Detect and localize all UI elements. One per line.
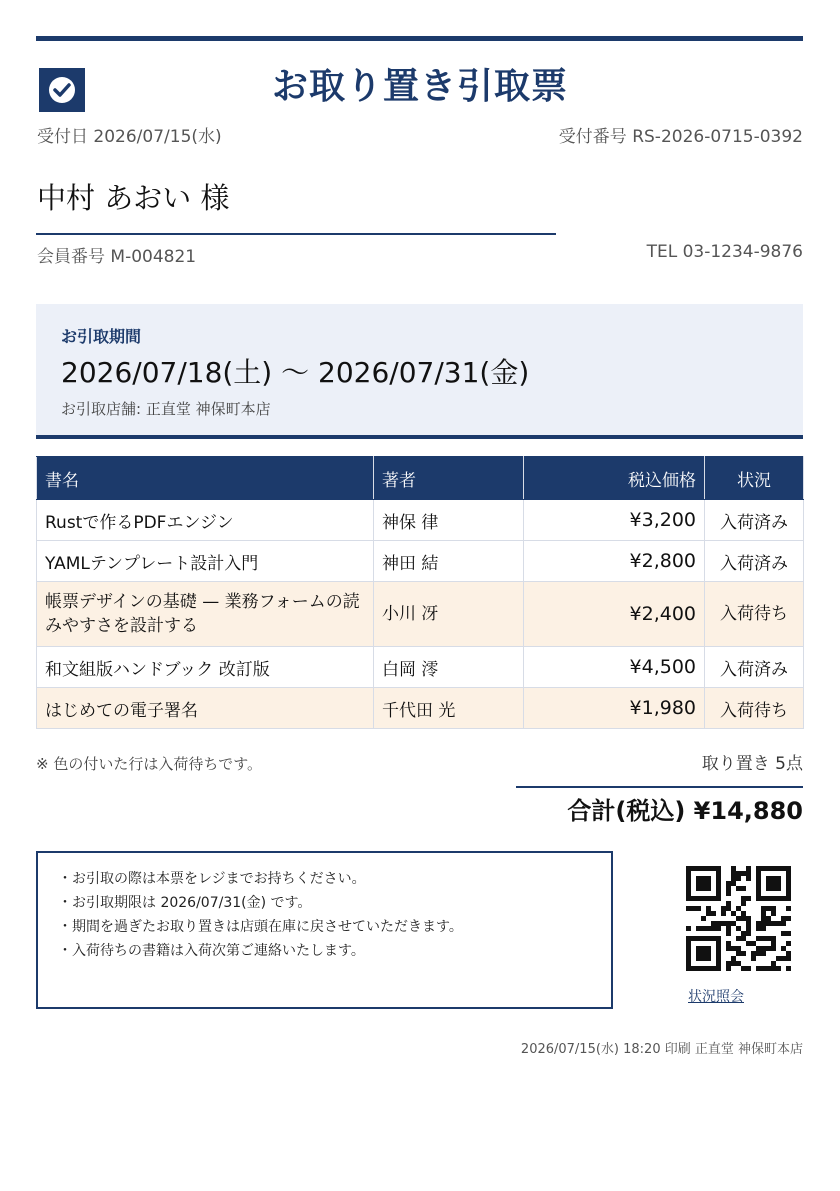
book-status: 入荷待ち xyxy=(705,688,804,729)
book-status: 入荷待ち xyxy=(705,582,804,647)
col-author: 著者 xyxy=(374,457,524,500)
receipt-number: 受付番号 RS-2026-0715-0392 xyxy=(558,127,803,147)
book-title: YAMLテンプレート設計入門 xyxy=(37,541,374,582)
page-title: お取り置き引取票 xyxy=(271,66,568,107)
col-title: 書名 xyxy=(37,457,374,500)
book-price: ¥2,400 xyxy=(524,582,705,647)
book-price: ¥2,800 xyxy=(524,541,705,582)
total-rule xyxy=(516,786,803,788)
table-row xyxy=(37,647,804,688)
book-author: 神田 結 xyxy=(374,541,524,582)
book-price: ¥4,500 xyxy=(524,647,705,688)
member-number: 会員番号 M-004821 xyxy=(37,247,197,267)
total-amount: 合計(税込) ¥14,880 xyxy=(567,797,803,825)
status-inquiry-link[interactable]: 状況照会 xyxy=(688,989,744,1005)
book-title: Rustで作るPDFエンジン xyxy=(37,500,374,541)
table-row xyxy=(37,688,804,729)
table-row xyxy=(37,582,804,647)
book-status: 入荷済み xyxy=(705,541,804,582)
customer-underline xyxy=(36,233,556,235)
book-author: 千代田 光 xyxy=(374,688,524,729)
notice-line: ・期間を過ぎたお取り置きは店頭在庫に戻させていただきます。 xyxy=(58,919,463,935)
top-rule xyxy=(36,36,803,41)
col-status: 状況 xyxy=(705,457,804,500)
book-author: 白岡 澪 xyxy=(374,647,524,688)
notice-box xyxy=(36,851,613,1009)
notice-line: ・入荷待ちの書籍は入荷次第ご連絡いたします。 xyxy=(58,943,365,959)
book-status: 入荷済み xyxy=(705,500,804,541)
book-title: 帳票デザインの基礎 — 業務フォームの読みやすさを設計する xyxy=(37,582,374,647)
table-row xyxy=(37,541,804,582)
table-header-row xyxy=(37,457,804,500)
book-author: 小川 冴 xyxy=(374,582,524,647)
pickup-period-panel xyxy=(36,304,803,439)
col-price: 税込価格 xyxy=(524,457,705,500)
book-price: ¥3,200 xyxy=(524,500,705,541)
receipt-date: 受付日 2026/07/15(水) xyxy=(37,127,222,147)
table-row xyxy=(37,500,804,541)
book-title: はじめての電子署名 xyxy=(37,688,374,729)
pickup-period-label: お引取期間 xyxy=(61,327,142,346)
pending-note: ※ 色の付いた行は入荷待ちです。 xyxy=(36,755,262,773)
qr-code-icon xyxy=(686,866,791,971)
notice-line: ・お引取期限は 2026/07/31(金) です。 xyxy=(58,895,312,911)
book-price: ¥1,980 xyxy=(524,688,705,729)
print-footer: 2026/07/15(水) 18:20 印刷 正直堂 神保町本店 xyxy=(520,1042,803,1057)
customer-tel: TEL 03-1234-9876 xyxy=(646,242,803,262)
book-status: 入荷済み xyxy=(705,647,804,688)
pickup-store: お引取店舗: 正直堂 神保町本店 xyxy=(61,400,271,418)
items-table xyxy=(36,456,804,729)
book-title: 和文組版ハンドブック 改訂版 xyxy=(37,647,374,688)
notice-line: ・お引取の際は本票をレジまでお持ちください。 xyxy=(58,871,366,887)
item-count: 取り置き 5点 xyxy=(701,754,803,774)
customer-name: 中村 あおい 様 xyxy=(37,181,230,215)
book-author: 神保 律 xyxy=(374,500,524,541)
pickup-period-range: 2026/07/18(土) 〜 2026/07/31(金) xyxy=(61,356,530,389)
